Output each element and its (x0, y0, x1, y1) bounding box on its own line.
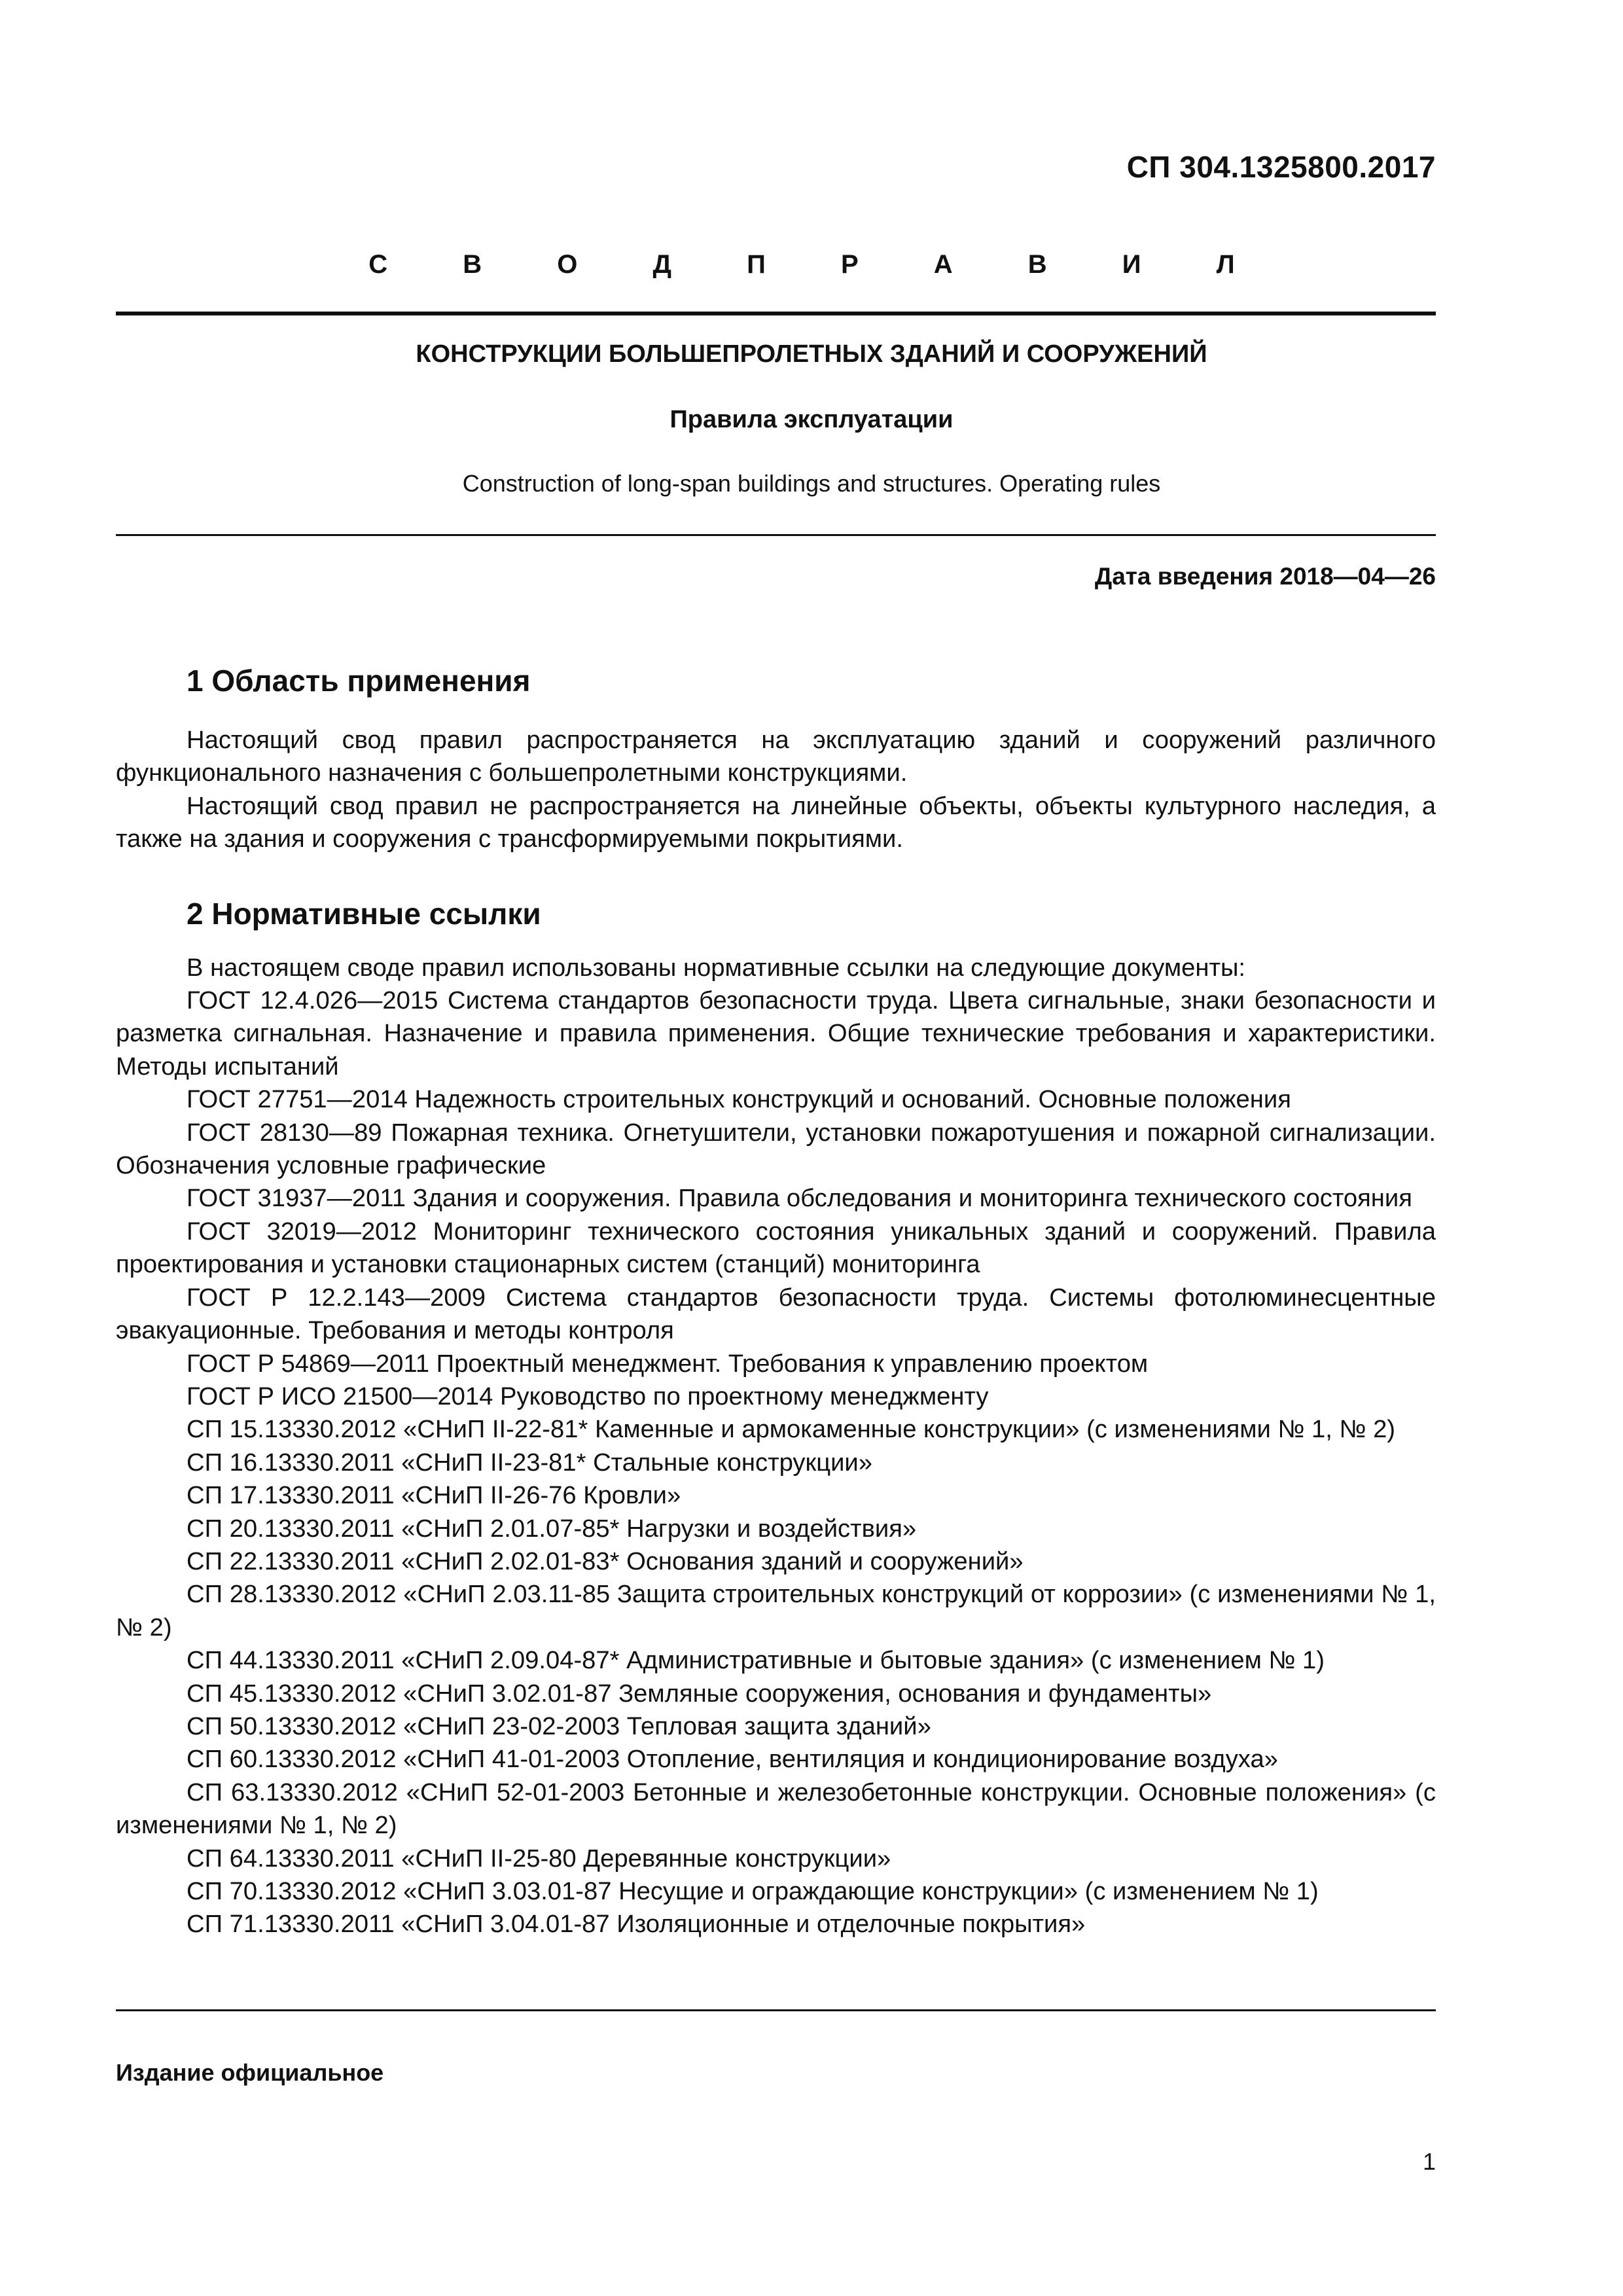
document-body (116, 661, 1436, 1941)
document-type: С В О Д П Р А В И Л (368, 250, 1255, 279)
document-subtitle: Правила эксплуатации (669, 406, 954, 433)
references-list (116, 984, 1436, 1941)
section-heading-scope: 1 Область применения (187, 664, 531, 698)
reference-item: СП 45.13330.2012 «СНиП 3.02.01-87 Земляные сооружения, основания и фундаменты» (187, 1679, 1212, 1708)
reference-item: ГОСТ 27751—2014 Надежность строительных конструкций и оснований. Основные положения (187, 1085, 1291, 1114)
reference-item: ГОСТ 31937—2011 Здания и сооружения. Правила обследования и мониторинга технического состояния (187, 1184, 1412, 1213)
reference-item: ГОСТ 12.4.026—2015 Система стандартов безопасности труда. Цвета сигнальные, знаки безопасности и разметка сигнальная. Назначение и правила применения. Общие технические требования и характеристики. Методы испытаний (116, 986, 1436, 1081)
reference-item: СП 70.13330.2012 «СНиП 3.03.01-87 Несущие и ограждающие конструкции» (с изменением № 1) (187, 1877, 1319, 1905)
scope-paragraph: Настоящий свод правил не распространяется на линейные объекты, объекты культурного наследия, а также на здания и сооружения с трансформируемыми покрытиями. (116, 791, 1436, 853)
reference-item: СП 15.13330.2012 «СНиП II-22-81* Каменные и армокаменные конструкции» (с изменениями № 1, № 2) (187, 1415, 1396, 1444)
reference-item: ГОСТ 28130—89 Пожарная техника. Огнетушители, установки пожаротушения и пожарной сигнализации. Обозначения условные графические (116, 1118, 1436, 1180)
reference-item: ГОСТ 32019—2012 Мониторинг технического состояния уникальных зданий и сооружений. Правила проектирования и установки стационарных систем (станций) мониторинга (116, 1217, 1436, 1279)
reference-item: СП 60.13330.2012 «СНиП 41-01-2003 Отопление, вентиляция и кондиционирование воздуха» (187, 1745, 1278, 1774)
document-code: СП 304.1325800.2017 (1126, 150, 1436, 184)
document-title: КОНСТРУКЦИИ БОЛЬШЕПРОЛЕТНЫХ ЗДАНИЙ И СООРУЖЕНИЙ (416, 340, 1207, 368)
english-title: Construction of long-span buildings and structures. Operating rules (462, 470, 1161, 497)
reference-item: СП 22.13330.2011 «СНиП 2.02.01-83* Основания зданий и сооружений» (187, 1547, 1024, 1575)
introduction-date: Дата введения 2018—04—26 (1094, 563, 1436, 590)
reference-item: СП 44.13330.2011 «СНиП 2.09.04-87* Административные и бытовые здания» (с изменением № 1) (187, 1646, 1325, 1675)
reference-item: СП 63.13330.2012 «СНиП 52-01-2003 Бетонные и железобетонные конструкции. Основные положения» (с изменениями № 1, № 2) (116, 1778, 1436, 1840)
references-intro: В настоящем своде правил использованы нормативные ссылки на следующие документы: (187, 953, 1246, 982)
scope-paragraph: Настоящий свод правил распространяется на эксплуатацию зданий и сооружений различного функционального назначения с большепролетными конструкциями. (116, 726, 1436, 787)
reference-item: СП 64.13330.2011 «СНиП II-25-80 Деревянные конструкции» (187, 1844, 891, 1873)
reference-item: СП 50.13330.2012 «СНиП 23-02-2003 Тепловая защита зданий» (187, 1712, 931, 1740)
header-divider-thick (116, 312, 1436, 315)
reference-item: СП 20.13330.2011 «СНиП 2.01.07-85* Нагрузки и воздействия» (187, 1514, 917, 1543)
footer-divider (116, 2009, 1436, 2011)
reference-item: СП 71.13330.2011 «СНиП 3.04.01-87 Изоляционные и отделочные покрытия» (187, 1910, 1086, 1939)
reference-item: СП 28.13330.2012 «СНиП 2.03.11-85 Защита строительных конструкций от коррозии» (с изменениями № 1, № 2) (116, 1580, 1436, 1641)
page-number: 1 (1422, 2148, 1436, 2175)
reference-item: ГОСТ Р 12.2.143—2009 Система стандартов безопасности труда. Системы фотолюминесцентные эвакуационные. Требования и методы контроля (116, 1283, 1436, 1345)
reference-item: ГОСТ Р ИСО 21500—2014 Руководство по проектному менеджменту (187, 1382, 989, 1410)
reference-item: СП 16.13330.2011 «СНиП II-23-81* Стальные конструкции» (187, 1448, 872, 1477)
reference-item: ГОСТ Р 54869—2011 Проектный менеджмент. Требования к управлению проектом (187, 1349, 1149, 1378)
title-divider (116, 534, 1436, 536)
section-heading-normative-references: 2 Нормативные ссылки (187, 896, 541, 931)
official-edition-label: Издание официальное (116, 2059, 384, 2086)
reference-item: СП 17.13330.2011 «СНиП II-26-76 Кровли» (187, 1481, 681, 1510)
